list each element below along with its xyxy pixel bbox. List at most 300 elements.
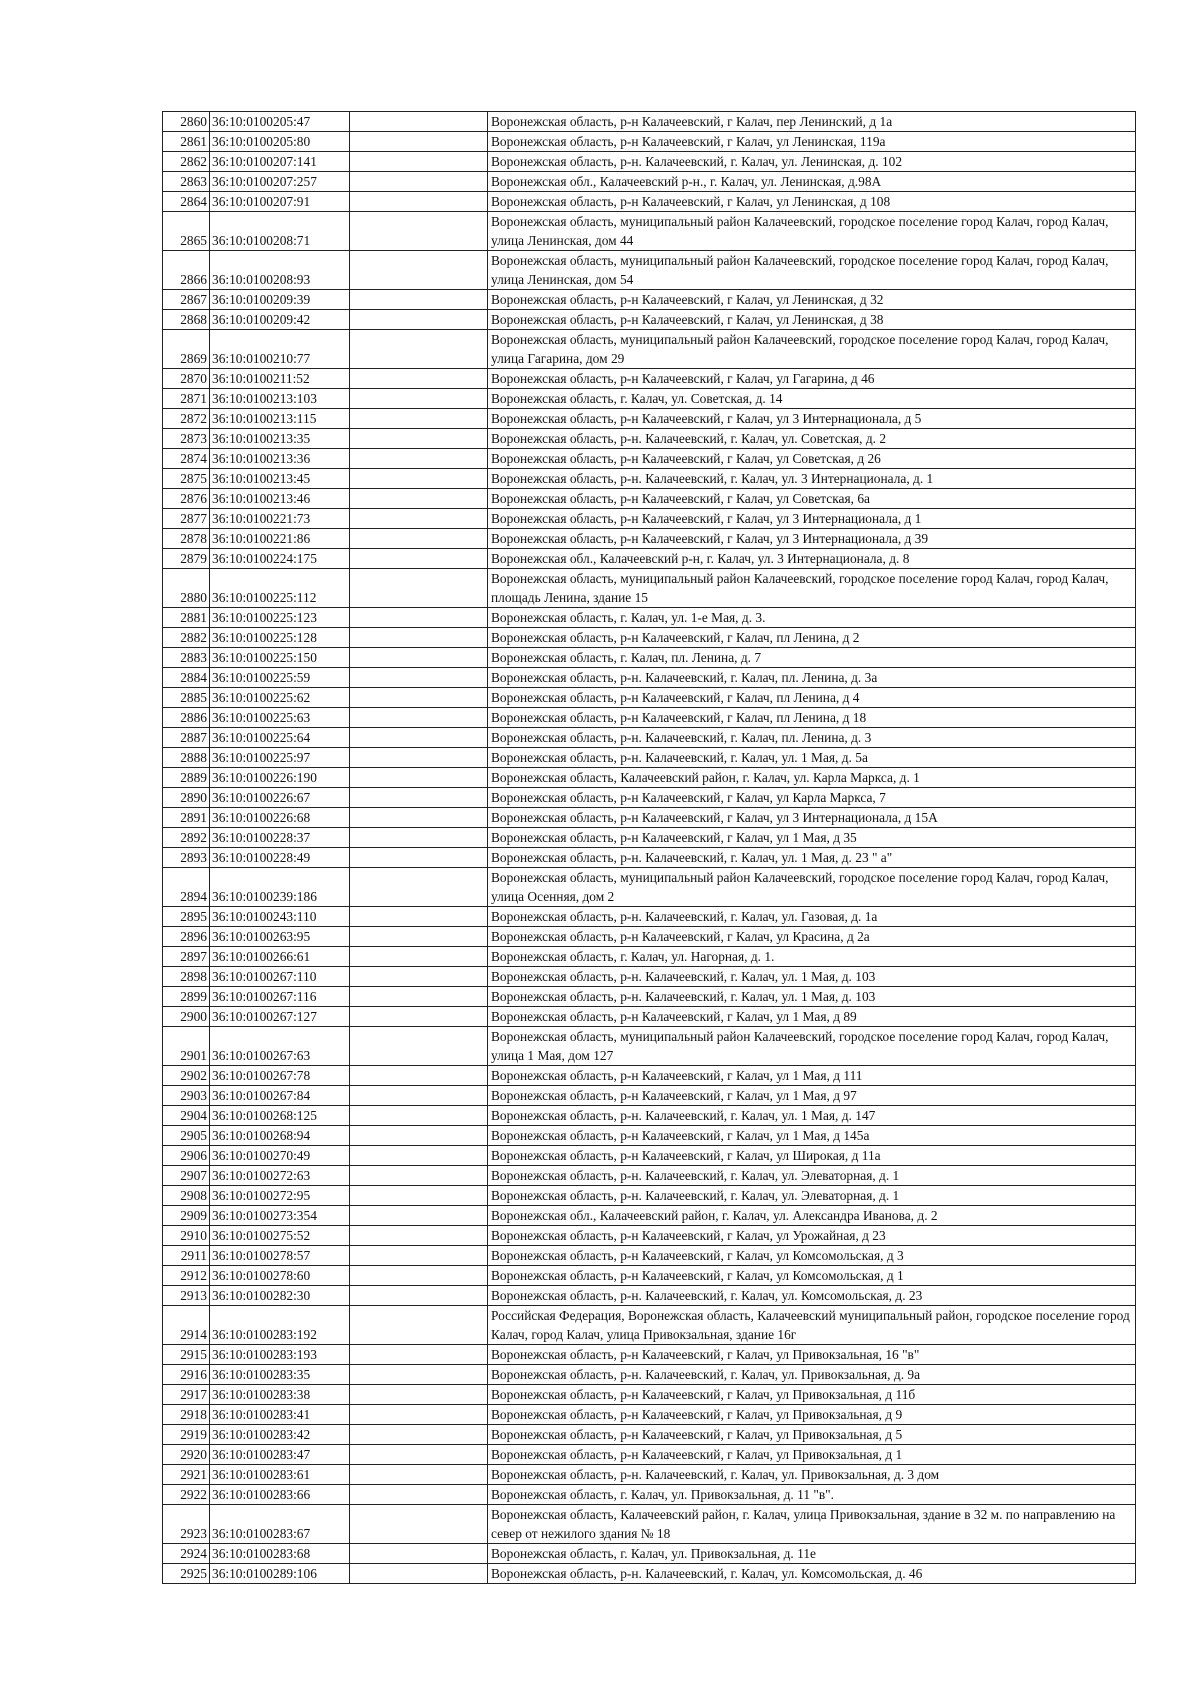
row-number-cell: 2880 <box>163 569 210 608</box>
row-number-cell: 2898 <box>163 967 210 987</box>
empty-cell <box>350 1425 488 1445</box>
cadastral-number-cell: 36:10:0100283:42 <box>210 1425 350 1445</box>
empty-cell <box>350 1146 488 1166</box>
address-cell: Воронежская область, р-н Калачеевский, г Калач, пл Ленина, д 18 <box>488 708 1136 728</box>
cadastral-number-cell: 36:10:0100225:63 <box>210 708 350 728</box>
address-cell: Воронежская область, р-н Калачеевский, г Калач, ул Ленинская, д 32 <box>488 290 1136 310</box>
address-cell: Воронежская область, муниципальный район Калачеевский, городское поселение город Калач, город Калач, улица Гагарина, дом 29 <box>488 330 1136 369</box>
address-cell: Воронежская область, р-н Калачеевский, г Калач, ул Ленинская, 119а <box>488 132 1136 152</box>
table-row <box>163 748 1136 768</box>
row-number-cell: 2890 <box>163 788 210 808</box>
row-number-cell: 2860 <box>163 112 210 132</box>
address-cell: Воронежская область, г. Калач, ул. Привокзальная, д. 11е <box>488 1544 1136 1564</box>
table-row <box>163 1445 1136 1465</box>
cadastral-number-cell: 36:10:0100239:186 <box>210 868 350 907</box>
cadastral-number-cell: 36:10:0100205:47 <box>210 112 350 132</box>
row-number-cell: 2895 <box>163 907 210 927</box>
empty-cell <box>350 1186 488 1206</box>
empty-cell <box>350 549 488 569</box>
address-cell: Воронежская область, р-н Калачеевский, г Калач, ул Комсомольская, д 1 <box>488 1266 1136 1286</box>
row-number-cell: 2896 <box>163 927 210 947</box>
address-cell: Воронежская область, р-н Калачеевский, г Калач, ул Привокзальная, д 11б <box>488 1385 1136 1405</box>
row-number-cell: 2877 <box>163 509 210 529</box>
empty-cell <box>350 1445 488 1465</box>
row-number-cell: 2915 <box>163 1345 210 1365</box>
row-number-cell: 2903 <box>163 1086 210 1106</box>
row-number-cell: 2874 <box>163 449 210 469</box>
cadastral-number-cell: 36:10:0100210:77 <box>210 330 350 369</box>
table-row <box>163 868 1136 907</box>
address-cell: Воронежская область, р-н Калачеевский, г Калач, ул Ленинская, д 38 <box>488 310 1136 330</box>
cadastral-number-cell: 36:10:0100267:84 <box>210 1086 350 1106</box>
address-cell: Воронежская область, р-н. Калачеевский, г. Калач, ул. Комсомольская, д. 46 <box>488 1564 1136 1584</box>
table-row <box>163 828 1136 848</box>
cadastral-number-cell: 36:10:0100225:59 <box>210 668 350 688</box>
cadastral-number-cell: 36:10:0100268:125 <box>210 1106 350 1126</box>
address-cell: Воронежская область, р-н. Калачеевский, г. Калач, ул. 1 Мая, д. 147 <box>488 1106 1136 1126</box>
address-cell: Воронежская область, р-н. Калачеевский, г. Калач, ул. 1 Мая, д. 103 <box>488 987 1136 1007</box>
empty-cell <box>350 1465 488 1485</box>
cadastral-number-cell: 36:10:0100273:354 <box>210 1206 350 1226</box>
address-cell: Воронежская область, р-н. Калачеевский, г. Калач, ул. 1 Мая, д. 103 <box>488 967 1136 987</box>
table-row <box>163 668 1136 688</box>
empty-cell <box>350 509 488 529</box>
address-cell: Воронежская область, р-н Калачеевский, г Калач, пл Ленина, д 2 <box>488 628 1136 648</box>
table-row <box>163 1007 1136 1027</box>
table-row <box>163 1206 1136 1226</box>
row-number-cell: 2882 <box>163 628 210 648</box>
table-row <box>163 1166 1136 1186</box>
table-row <box>163 1186 1136 1206</box>
address-cell: Воронежская область, р-н. Калачеевский, г. Калач, ул. Советская, д. 2 <box>488 429 1136 449</box>
table-row <box>163 251 1136 290</box>
row-number-cell: 2865 <box>163 212 210 251</box>
empty-cell <box>350 1485 488 1505</box>
empty-cell <box>350 1066 488 1086</box>
address-cell: Воронежская область, г. Калач, пл. Ленина, д. 7 <box>488 648 1136 668</box>
table-row <box>163 569 1136 608</box>
row-number-cell: 2883 <box>163 648 210 668</box>
cadastral-number-cell: 36:10:0100283:192 <box>210 1306 350 1345</box>
address-cell: Воронежская обл., Калачеевский р-н., г. Калач, ул. Ленинская, д.98А <box>488 172 1136 192</box>
cadastral-number-cell: 36:10:0100226:68 <box>210 808 350 828</box>
empty-cell <box>350 1226 488 1246</box>
row-number-cell: 2870 <box>163 369 210 389</box>
empty-cell <box>350 330 488 369</box>
empty-cell <box>350 192 488 212</box>
table-row <box>163 330 1136 369</box>
address-cell: Воронежская область, р-н Калачеевский, г Калач, ул Карла Маркса, 7 <box>488 788 1136 808</box>
empty-cell <box>350 608 488 628</box>
cadastral-number-cell: 36:10:0100283:35 <box>210 1365 350 1385</box>
cadastral-number-cell: 36:10:0100225:97 <box>210 748 350 768</box>
empty-cell <box>350 828 488 848</box>
row-number-cell: 2888 <box>163 748 210 768</box>
row-number-cell: 2909 <box>163 1206 210 1226</box>
empty-cell <box>350 748 488 768</box>
row-number-cell: 2906 <box>163 1146 210 1166</box>
cadastral-number-cell: 36:10:0100213:36 <box>210 449 350 469</box>
empty-cell <box>350 927 488 947</box>
table-row <box>163 1066 1136 1086</box>
row-number-cell: 2912 <box>163 1266 210 1286</box>
row-number-cell: 2925 <box>163 1564 210 1584</box>
empty-cell <box>350 1126 488 1146</box>
table-row <box>163 927 1136 947</box>
address-cell: Воронежская область, р-н. Калачеевский, г. Калач, ул. Привокзальная, д. 3 дом <box>488 1465 1136 1485</box>
cadastral-number-cell: 36:10:0100283:66 <box>210 1485 350 1505</box>
empty-cell <box>350 529 488 549</box>
cadastral-number-cell: 36:10:0100226:190 <box>210 768 350 788</box>
address-cell: Воронежская область, Калачеевский район, г. Калач, улица Привокзальная, здание в 32 м. по направлению на север от нежилого здания № 18 <box>488 1505 1136 1544</box>
empty-cell <box>350 648 488 668</box>
cadastral-number-cell: 36:10:0100221:73 <box>210 509 350 529</box>
table-row <box>163 1106 1136 1126</box>
address-cell: Воронежская область, р-н. Калачеевский, г. Калач, ул. Газовая, д. 1а <box>488 907 1136 927</box>
row-number-cell: 2881 <box>163 608 210 628</box>
table-row <box>163 1425 1136 1445</box>
cadastral-number-cell: 36:10:0100211:52 <box>210 369 350 389</box>
row-number-cell: 2872 <box>163 409 210 429</box>
table-row <box>163 152 1136 172</box>
row-number-cell: 2869 <box>163 330 210 369</box>
empty-cell <box>350 112 488 132</box>
empty-cell <box>350 389 488 409</box>
table-row <box>163 172 1136 192</box>
empty-cell <box>350 1246 488 1266</box>
table-row <box>163 1027 1136 1066</box>
cadastral-number-cell: 36:10:0100224:175 <box>210 549 350 569</box>
empty-cell <box>350 1007 488 1027</box>
cadastral-number-cell: 36:10:0100267:110 <box>210 967 350 987</box>
table-row <box>163 1086 1136 1106</box>
table-row <box>163 469 1136 489</box>
empty-cell <box>350 1505 488 1544</box>
cadastral-number-cell: 36:10:0100268:94 <box>210 1126 350 1146</box>
address-cell: Российская Федерация, Воронежская область, Калачеевский муниципальный район, городское поселение город Калач, город Калач, улица Привокзальная, здание 16г <box>488 1306 1136 1345</box>
cadastral-number-cell: 36:10:0100207:257 <box>210 172 350 192</box>
row-number-cell: 2911 <box>163 1246 210 1266</box>
empty-cell <box>350 868 488 907</box>
table-row <box>163 848 1136 868</box>
table-body <box>163 112 1136 1584</box>
address-cell: Воронежская область, р-н. Калачеевский, г. Калач, ул. Элеваторная, д. 1 <box>488 1166 1136 1186</box>
cadastral-number-cell: 36:10:0100243:110 <box>210 907 350 927</box>
table-row <box>163 509 1136 529</box>
table-row <box>163 688 1136 708</box>
empty-cell <box>350 907 488 927</box>
cadastral-number-cell: 36:10:0100213:35 <box>210 429 350 449</box>
address-cell: Воронежская область, р-н Калачеевский, г Калач, ул 3 Интернационала, д 5 <box>488 409 1136 429</box>
empty-cell <box>350 1544 488 1564</box>
empty-cell <box>350 628 488 648</box>
table-row <box>163 648 1136 668</box>
address-cell: Воронежская область, муниципальный район Калачеевский, городское поселение город Калач, город Калач, улица Ленинская, дом 44 <box>488 212 1136 251</box>
address-cell: Воронежская область, р-н Калачеевский, г Калач, ул 1 Мая, д 111 <box>488 1066 1136 1086</box>
row-number-cell: 2900 <box>163 1007 210 1027</box>
address-cell: Воронежская область, р-н Калачеевский, г Калач, ул Красина, д 2а <box>488 927 1136 947</box>
address-cell: Воронежская область, р-н. Калачеевский, г. Калач, пл. Ленина, д. 3а <box>488 668 1136 688</box>
address-cell: Воронежская область, р-н Калачеевский, г Калач, ул 3 Интернационала, д 39 <box>488 529 1136 549</box>
cadastral-number-cell: 36:10:0100267:127 <box>210 1007 350 1027</box>
row-number-cell: 2921 <box>163 1465 210 1485</box>
address-cell: Воронежская область, р-н Калачеевский, г Калач, ул 3 Интернационала, д 15А <box>488 808 1136 828</box>
row-number-cell: 2885 <box>163 688 210 708</box>
address-cell: Воронежская область, р-н Калачеевский, г Калач, ул 1 Мая, д 35 <box>488 828 1136 848</box>
row-number-cell: 2876 <box>163 489 210 509</box>
address-cell: Воронежская область, р-н Калачеевский, г Калач, ул 3 Интернационала, д 1 <box>488 509 1136 529</box>
table-row <box>163 489 1136 509</box>
empty-cell <box>350 967 488 987</box>
empty-cell <box>350 1306 488 1345</box>
cadastral-number-cell: 36:10:0100213:103 <box>210 389 350 409</box>
address-cell: Воронежская обл., Калачеевский район, г. Калач, ул. Александра Иванова, д. 2 <box>488 1206 1136 1226</box>
cadastral-number-cell: 36:10:0100278:57 <box>210 1246 350 1266</box>
address-cell: Воронежская область, г. Калач, ул. Советская, д. 14 <box>488 389 1136 409</box>
cadastral-number-cell: 36:10:0100209:42 <box>210 310 350 330</box>
address-cell: Воронежская область, р-н. Калачеевский, г. Калач, ул. Элеваторная, д. 1 <box>488 1186 1136 1206</box>
cadastral-number-cell: 36:10:0100207:141 <box>210 152 350 172</box>
row-number-cell: 2899 <box>163 987 210 1007</box>
table-row <box>163 1266 1136 1286</box>
table-row <box>163 947 1136 967</box>
cadastral-number-cell: 36:10:0100283:47 <box>210 1445 350 1465</box>
table-row <box>163 1246 1136 1266</box>
cadastral-number-cell: 36:10:0100267:78 <box>210 1066 350 1086</box>
table-row <box>163 1505 1136 1544</box>
cadastral-number-cell: 36:10:0100225:123 <box>210 608 350 628</box>
table-row <box>163 728 1136 748</box>
row-number-cell: 2918 <box>163 1405 210 1425</box>
empty-cell <box>350 132 488 152</box>
table-row <box>163 1405 1136 1425</box>
cadastral-number-cell: 36:10:0100209:39 <box>210 290 350 310</box>
table-row <box>163 608 1136 628</box>
row-number-cell: 2889 <box>163 768 210 788</box>
address-cell: Воронежская область, р-н Калачеевский, г Калач, ул 1 Мая, д 145а <box>488 1126 1136 1146</box>
address-cell: Воронежская область, р-н Калачеевский, г Калач, ул Привокзальная, д 9 <box>488 1405 1136 1425</box>
empty-cell <box>350 808 488 828</box>
row-number-cell: 2863 <box>163 172 210 192</box>
empty-cell <box>350 152 488 172</box>
cadastral-number-cell: 36:10:0100283:193 <box>210 1345 350 1365</box>
address-cell: Воронежская область, р-н. Калачеевский, г. Калач, ул. 1 Мая, д. 23 " а" <box>488 848 1136 868</box>
table-row <box>163 1365 1136 1385</box>
row-number-cell: 2873 <box>163 429 210 449</box>
address-cell: Воронежская область, р-н Калачеевский, г Калач, ул Ленинская, д 108 <box>488 192 1136 212</box>
cadastral-number-cell: 36:10:0100267:63 <box>210 1027 350 1066</box>
cadastral-number-cell: 36:10:0100270:49 <box>210 1146 350 1166</box>
empty-cell <box>350 947 488 967</box>
table-row <box>163 1345 1136 1365</box>
cadastral-number-cell: 36:10:0100289:106 <box>210 1564 350 1584</box>
row-number-cell: 2886 <box>163 708 210 728</box>
empty-cell <box>350 1345 488 1365</box>
row-number-cell: 2902 <box>163 1066 210 1086</box>
cadastral-number-cell: 36:10:0100272:63 <box>210 1166 350 1186</box>
row-number-cell: 2875 <box>163 469 210 489</box>
cadastral-number-cell: 36:10:0100225:112 <box>210 569 350 608</box>
empty-cell <box>350 788 488 808</box>
table-row <box>163 967 1136 987</box>
address-cell: Воронежская область, муниципальный район Калачеевский, городское поселение город Калач, город Калач, площадь Ленина, здание 15 <box>488 569 1136 608</box>
cadastral-number-cell: 36:10:0100263:95 <box>210 927 350 947</box>
table-row <box>163 112 1136 132</box>
table-row <box>163 907 1136 927</box>
address-cell: Воронежская область, р-н Калачеевский, г Калач, ул 1 Мая, д 89 <box>488 1007 1136 1027</box>
empty-cell <box>350 251 488 290</box>
row-number-cell: 2879 <box>163 549 210 569</box>
address-cell: Воронежская область, р-н Калачеевский, г Калач, ул Гагарина, д 46 <box>488 369 1136 389</box>
cadastral-number-cell: 36:10:0100283:61 <box>210 1465 350 1485</box>
row-number-cell: 2864 <box>163 192 210 212</box>
table-row <box>163 409 1136 429</box>
table-row <box>163 1306 1136 1345</box>
table-row <box>163 1564 1136 1584</box>
row-number-cell: 2901 <box>163 1027 210 1066</box>
address-cell: Воронежская область, р-н Калачеевский, г Калач, ул Привокзальная, д 5 <box>488 1425 1136 1445</box>
address-cell: Воронежская область, р-н Калачеевский, г Калач, пл Ленина, д 4 <box>488 688 1136 708</box>
address-cell: Воронежская область, г. Калач, ул. Нагорная, д. 1. <box>488 947 1136 967</box>
empty-cell <box>350 569 488 608</box>
address-cell: Воронежская область, р-н Калачеевский, г Калач, ул Широкая, д 11а <box>488 1146 1136 1166</box>
table-row <box>163 1465 1136 1485</box>
cadastral-number-cell: 36:10:0100267:116 <box>210 987 350 1007</box>
table-row <box>163 549 1136 569</box>
empty-cell <box>350 1206 488 1226</box>
cadastral-number-cell: 36:10:0100283:41 <box>210 1405 350 1425</box>
empty-cell <box>350 1405 488 1425</box>
table-row <box>163 628 1136 648</box>
empty-cell <box>350 409 488 429</box>
row-number-cell: 2867 <box>163 290 210 310</box>
cadastral-number-cell: 36:10:0100266:61 <box>210 947 350 967</box>
cadastral-number-cell: 36:10:0100225:64 <box>210 728 350 748</box>
cadastral-number-cell: 36:10:0100283:68 <box>210 1544 350 1564</box>
address-cell: Воронежская область, р-н Калачеевский, г Калач, пер Ленинский, д 1а <box>488 112 1136 132</box>
empty-cell <box>350 489 488 509</box>
address-cell: Воронежская область, Калачеевский район, г. Калач, ул. Карла Маркса, д. 1 <box>488 768 1136 788</box>
empty-cell <box>350 212 488 251</box>
address-cell: Воронежская область, р-н. Калачеевский, г. Калач, ул. Комсомольская, д. 23 <box>488 1286 1136 1306</box>
cadastral-number-cell: 36:10:0100282:30 <box>210 1286 350 1306</box>
row-number-cell: 2910 <box>163 1226 210 1246</box>
empty-cell <box>350 1166 488 1186</box>
cadastral-number-cell: 36:10:0100205:80 <box>210 132 350 152</box>
table-row <box>163 1146 1136 1166</box>
row-number-cell: 2913 <box>163 1286 210 1306</box>
address-cell: Воронежская область, г. Калач, ул. Привокзальная, д. 11 "в". <box>488 1485 1136 1505</box>
address-cell: Воронежская обл., Калачеевский р-н, г. Калач, ул. 3 Интернационала, д. 8 <box>488 549 1136 569</box>
row-number-cell: 2891 <box>163 808 210 828</box>
row-number-cell: 2914 <box>163 1306 210 1345</box>
cadastral-number-cell: 36:10:0100283:38 <box>210 1385 350 1405</box>
address-cell: Воронежская область, р-н Калачеевский, г Калач, ул Советская, д 26 <box>488 449 1136 469</box>
empty-cell <box>350 310 488 330</box>
table-row <box>163 708 1136 728</box>
empty-cell <box>350 369 488 389</box>
table-row <box>163 290 1136 310</box>
cadastral-number-cell: 36:10:0100225:128 <box>210 628 350 648</box>
cadastral-number-cell: 36:10:0100225:62 <box>210 688 350 708</box>
cadastral-number-cell: 36:10:0100228:49 <box>210 848 350 868</box>
empty-cell <box>350 848 488 868</box>
table-row <box>163 987 1136 1007</box>
empty-cell <box>350 708 488 728</box>
row-number-cell: 2884 <box>163 668 210 688</box>
table-row <box>163 389 1136 409</box>
empty-cell <box>350 449 488 469</box>
empty-cell <box>350 290 488 310</box>
address-cell: Воронежская область, муниципальный район Калачеевский, городское поселение город Калач, город Калач, улица 1 Мая, дом 127 <box>488 1027 1136 1066</box>
empty-cell <box>350 768 488 788</box>
address-cell: Воронежская область, р-н Калачеевский, г Калач, ул 1 Мая, д 97 <box>488 1086 1136 1106</box>
row-number-cell: 2868 <box>163 310 210 330</box>
cadastral-number-cell: 36:10:0100208:71 <box>210 212 350 251</box>
table-row <box>163 768 1136 788</box>
row-number-cell: 2922 <box>163 1485 210 1505</box>
table-row <box>163 529 1136 549</box>
cadastral-number-cell: 36:10:0100228:37 <box>210 828 350 848</box>
empty-cell <box>350 728 488 748</box>
empty-cell <box>350 1086 488 1106</box>
row-number-cell: 2917 <box>163 1385 210 1405</box>
empty-cell <box>350 1564 488 1584</box>
row-number-cell: 2916 <box>163 1365 210 1385</box>
cadastral-number-cell: 36:10:0100225:150 <box>210 648 350 668</box>
address-cell: Воронежская область, р-н. Калачеевский, г. Калач, ул. 3 Интернационала, д. 1 <box>488 469 1136 489</box>
row-number-cell: 2908 <box>163 1186 210 1206</box>
address-cell: Воронежская область, р-н. Калачеевский, г. Калач, ул. Привокзальная, д. 9а <box>488 1365 1136 1385</box>
table-row <box>163 212 1136 251</box>
row-number-cell: 2907 <box>163 1166 210 1186</box>
table-row <box>163 1485 1136 1505</box>
table-row <box>163 1226 1136 1246</box>
address-cell: Воронежская область, р-н. Калачеевский, г. Калач, ул. 1 Мая, д. 5а <box>488 748 1136 768</box>
empty-cell <box>350 429 488 449</box>
table-row <box>163 132 1136 152</box>
table-row <box>163 429 1136 449</box>
address-cell: Воронежская область, р-н Калачеевский, г Калач, ул Привокзальная, д 1 <box>488 1445 1136 1465</box>
cadastral-number-cell: 36:10:0100213:45 <box>210 469 350 489</box>
row-number-cell: 2861 <box>163 132 210 152</box>
cadastral-number-cell: 36:10:0100283:67 <box>210 1505 350 1544</box>
empty-cell <box>350 1286 488 1306</box>
table-row <box>163 788 1136 808</box>
address-cell: Воронежская область, р-н. Калачеевский, г. Калач, ул. Ленинская, д. 102 <box>488 152 1136 172</box>
empty-cell <box>350 1027 488 1066</box>
empty-cell <box>350 987 488 1007</box>
address-cell: Воронежская область, муниципальный район Калачеевский, городское поселение город Калач, город Калач, улица Осенняя, дом 2 <box>488 868 1136 907</box>
address-cell: Воронежская область, р-н Калачеевский, г Калач, ул Советская, 6а <box>488 489 1136 509</box>
address-cell: Воронежская область, г. Калач, ул. 1-е Мая, д. 3. <box>488 608 1136 628</box>
table-row <box>163 192 1136 212</box>
cadastral-number-cell: 36:10:0100278:60 <box>210 1266 350 1286</box>
table-row <box>163 1286 1136 1306</box>
cadastral-number-cell: 36:10:0100207:91 <box>210 192 350 212</box>
cadastral-number-cell: 36:10:0100275:52 <box>210 1226 350 1246</box>
cadastral-number-cell: 36:10:0100221:86 <box>210 529 350 549</box>
address-cell: Воронежская область, р-н Калачеевский, г Калач, ул Комсомольская, д 3 <box>488 1246 1136 1266</box>
address-cell: Воронежская область, р-н. Калачеевский, г. Калач, пл. Ленина, д. 3 <box>488 728 1136 748</box>
empty-cell <box>350 1365 488 1385</box>
row-number-cell: 2905 <box>163 1126 210 1146</box>
cadastral-number-cell: 36:10:0100213:115 <box>210 409 350 429</box>
table-row <box>163 1126 1136 1146</box>
table-row <box>163 1544 1136 1564</box>
row-number-cell: 2862 <box>163 152 210 172</box>
row-number-cell: 2893 <box>163 848 210 868</box>
